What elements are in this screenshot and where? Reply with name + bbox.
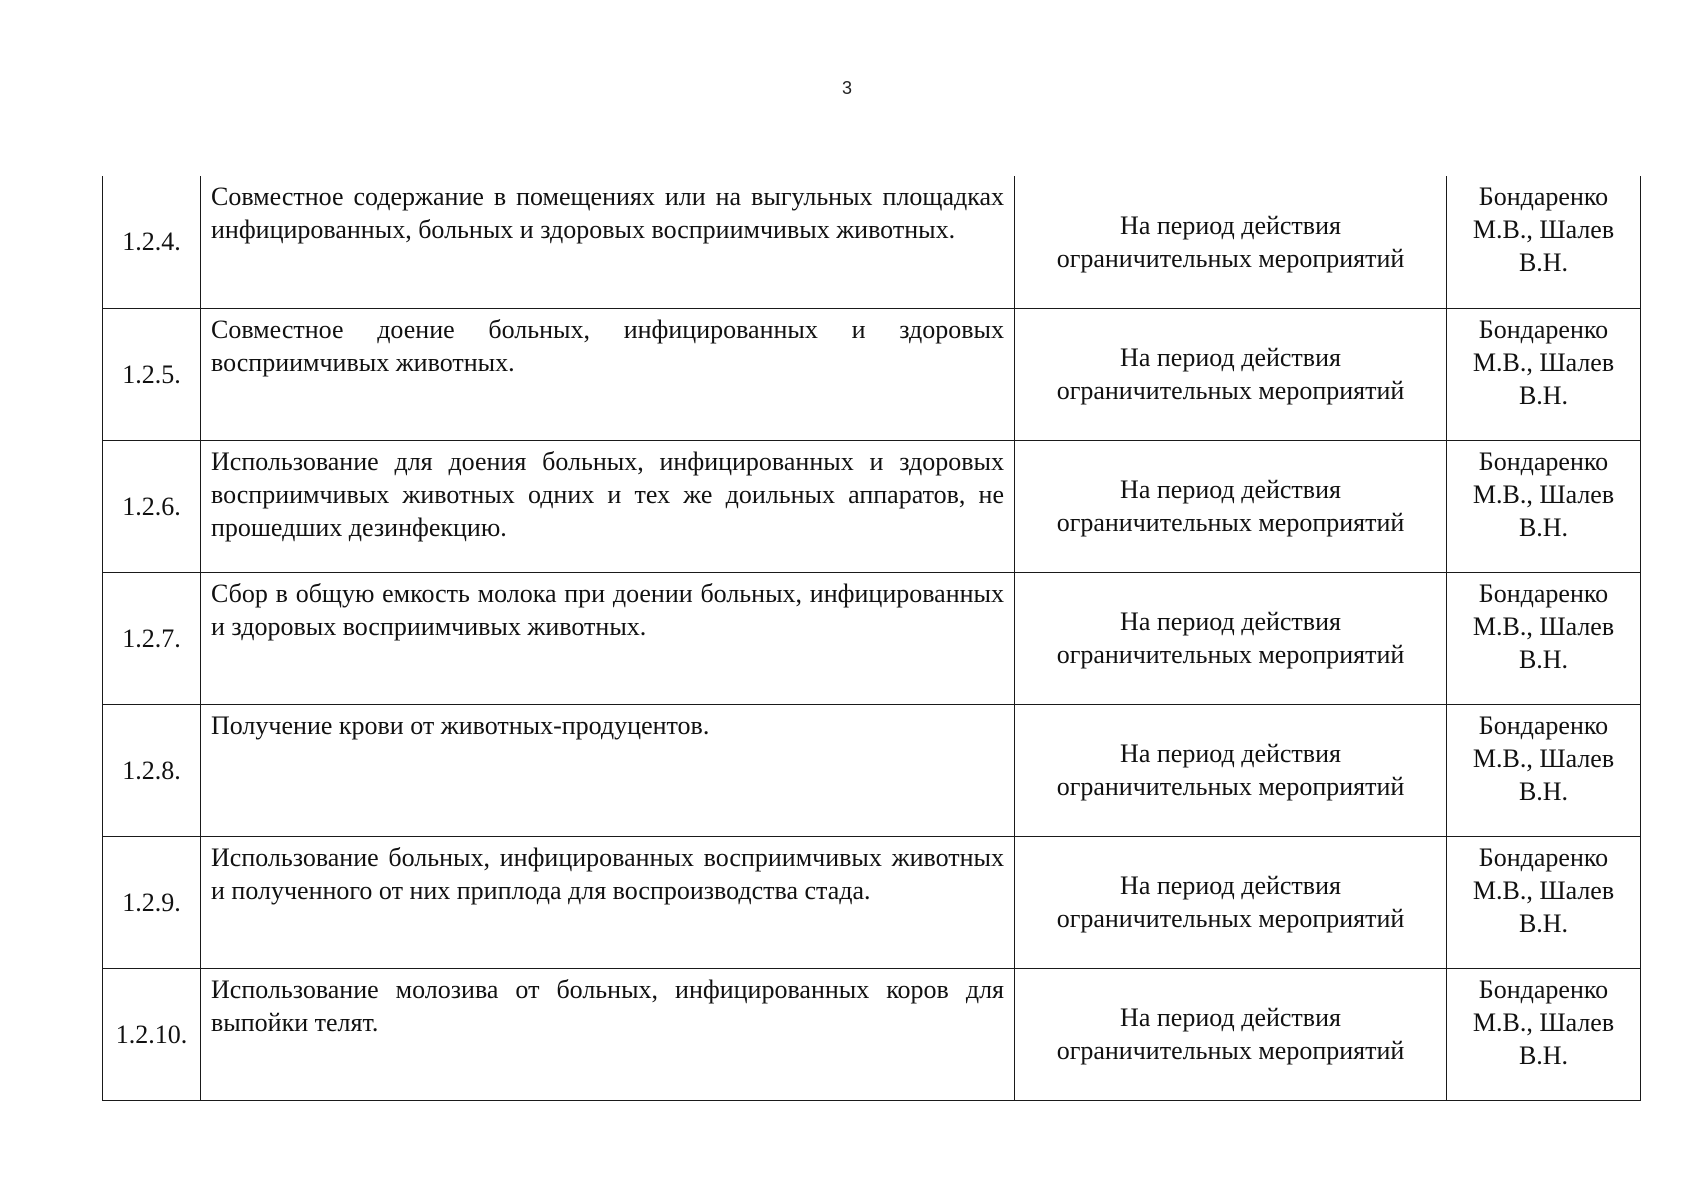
item-number: 1.2.4. xyxy=(103,176,201,308)
table-row xyxy=(103,440,1641,572)
item-number: 1.2.9. xyxy=(103,836,201,968)
period-cell xyxy=(1015,176,1447,308)
responsible-line: В.Н. xyxy=(1518,644,1569,674)
measure-description: Совместное содержание в помещениях или на выгульных площадках инфицированных, больных и здоровых восприимчивых животных. xyxy=(201,176,1015,308)
responsible-line: В.Н. xyxy=(1518,776,1569,806)
period-line: На период действия xyxy=(1120,1003,1341,1032)
period-line: На период действия xyxy=(1120,475,1341,504)
responsible-line: В.Н. xyxy=(1518,380,1569,410)
period-cell xyxy=(1015,704,1447,836)
responsible-cell xyxy=(1447,440,1641,572)
period-cell xyxy=(1015,968,1447,1100)
table-row xyxy=(103,176,1641,308)
period-line: На период действия xyxy=(1120,210,1341,240)
period-cell xyxy=(1015,440,1447,572)
period-cell xyxy=(1015,572,1447,704)
item-number: 1.2.6. xyxy=(103,440,201,572)
period-line: ограничительных мероприятий xyxy=(1056,772,1405,801)
responsible-line: М.В., Шалев xyxy=(1472,1007,1615,1037)
period-line: На период действия xyxy=(1120,343,1341,372)
responsible-cell xyxy=(1447,968,1641,1100)
responsible-line: М.В., Шалев xyxy=(1472,611,1615,641)
responsible-cell xyxy=(1447,836,1641,968)
period-line: На период действия xyxy=(1120,607,1341,636)
responsible-line: В.Н. xyxy=(1518,1040,1569,1070)
measure-description: Совместное доение больных, инфицированных и здоровых восприимчивых животных. xyxy=(201,308,1015,440)
responsible-line: В.Н. xyxy=(1518,512,1569,542)
table-row xyxy=(103,704,1641,836)
period-line: ограничительных мероприятий xyxy=(1056,243,1405,273)
responsible-cell xyxy=(1447,308,1641,440)
measure-description: Использование молозива от больных, инфицированных коров для выпойки телят. xyxy=(201,968,1015,1100)
responsible-line: М.В., Шалев xyxy=(1472,347,1615,377)
period-line: ограничительных мероприятий xyxy=(1056,904,1405,933)
measure-description: Использование больных, инфицированных восприимчивых животных и полученного от них приплода для воспроизводства стада. xyxy=(201,836,1015,968)
responsible-line: Бондаренко xyxy=(1478,446,1609,476)
period-line: ограничительных мероприятий xyxy=(1056,640,1405,669)
table-row xyxy=(103,836,1641,968)
table-row xyxy=(103,968,1641,1100)
item-number: 1.2.7. xyxy=(103,572,201,704)
responsible-line: Бондаренко xyxy=(1478,974,1609,1004)
measures-table xyxy=(102,176,1641,1101)
period-cell xyxy=(1015,308,1447,440)
page-number: 3 xyxy=(841,78,852,98)
table-row xyxy=(103,308,1641,440)
responsible-cell xyxy=(1447,176,1641,308)
responsible-line: Бондаренко xyxy=(1478,182,1609,211)
responsible-line: Бондаренко xyxy=(1478,578,1609,608)
measure-description: Сбор в общую емкость молока при доении больных, инфицированных и здоровых восприимчивых животных. xyxy=(201,572,1015,704)
item-number: 1.2.5. xyxy=(103,308,201,440)
table-row xyxy=(103,572,1641,704)
measure-description: Использование для доения больных, инфицированных и здоровых восприимчивых животных одних и тех же доильных аппаратов, не прошедших дезинфекцию. xyxy=(201,440,1015,572)
period-line: ограничительных мероприятий xyxy=(1056,508,1405,537)
period-line: ограничительных мероприятий xyxy=(1056,376,1405,405)
responsible-line: М.В., Шалев xyxy=(1472,875,1615,905)
item-number: 1.2.10. xyxy=(103,968,201,1100)
item-number: 1.2.8. xyxy=(103,704,201,836)
responsible-line: М.В., Шалев xyxy=(1472,479,1615,509)
responsible-line: М.В., Шалев xyxy=(1472,743,1615,773)
responsible-line: Бондаренко xyxy=(1478,314,1609,344)
responsible-line: М.В., Шалев xyxy=(1472,215,1615,244)
responsible-line: В.Н. xyxy=(1518,908,1569,938)
responsible-cell xyxy=(1447,572,1641,704)
responsible-line: В.Н. xyxy=(1518,248,1569,277)
period-line: На период действия xyxy=(1120,871,1341,900)
period-line: ограничительных мероприятий xyxy=(1056,1036,1405,1065)
responsible-cell xyxy=(1447,704,1641,836)
period-cell xyxy=(1015,836,1447,968)
responsible-line: Бондаренко xyxy=(1478,842,1609,872)
period-line: На период действия xyxy=(1120,739,1341,768)
measure-description: Получение крови от животных-продуцентов. xyxy=(201,704,1015,836)
responsible-line: Бондаренко xyxy=(1478,710,1609,740)
